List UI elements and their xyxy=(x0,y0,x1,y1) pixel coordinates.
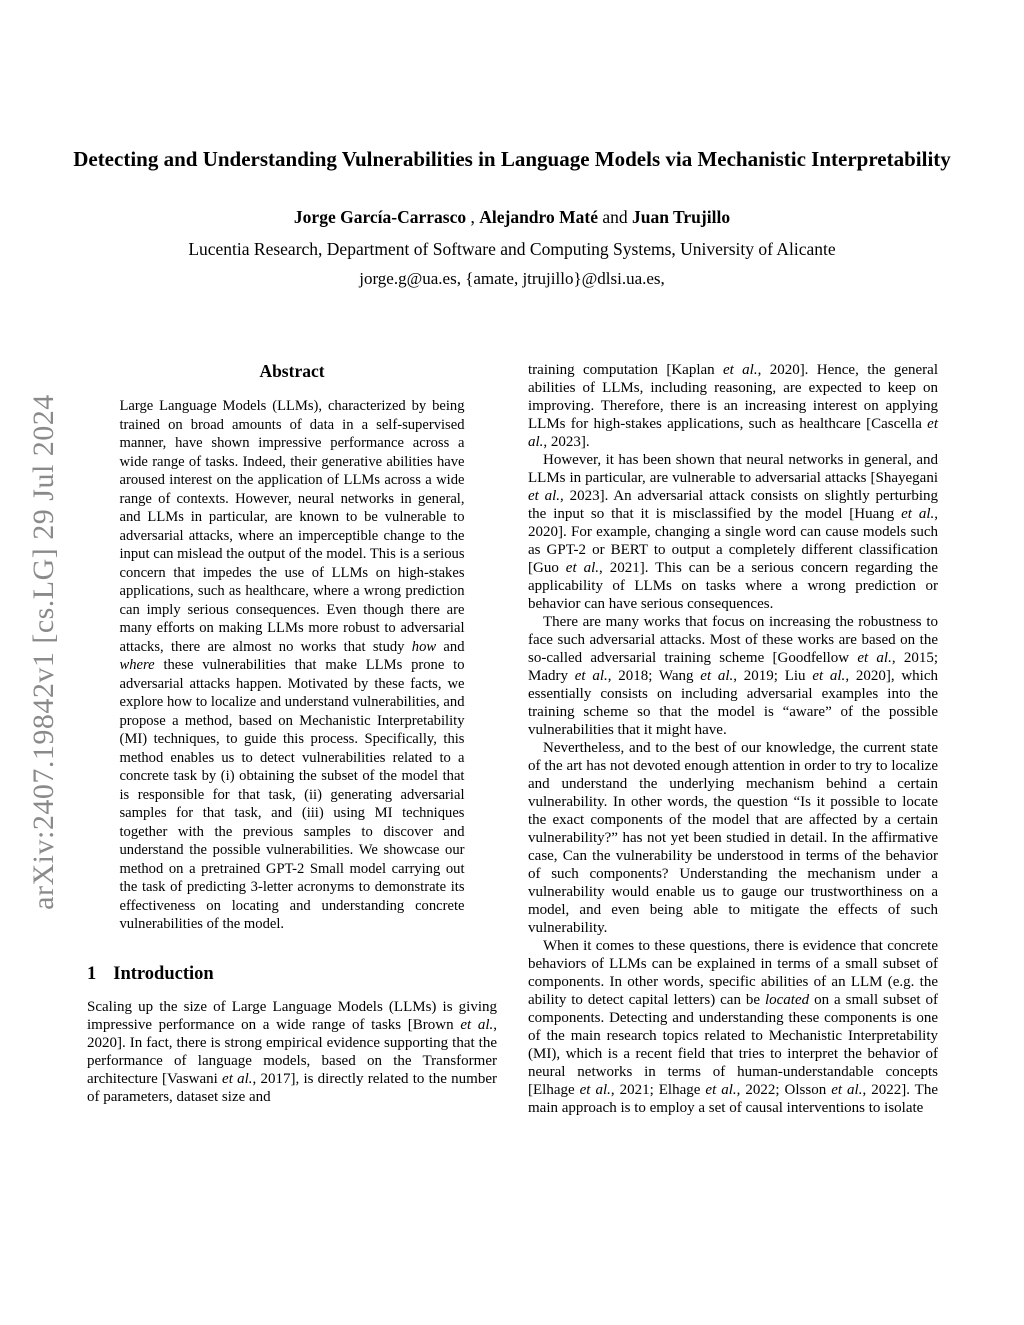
text-run: , 2019; Liu xyxy=(733,668,813,684)
text-run: , xyxy=(466,206,480,227)
text-run: , 2020], which essentially consists on including adversarial examples into the training scheme so that the model is “aware” of the possible vulnerabilities that it might have. xyxy=(528,668,938,738)
italic-text: et al. xyxy=(723,362,758,378)
text-run: , 2015; Madry xyxy=(528,650,939,684)
text-run: Nevertheless, and to the best of our knowledge, the current state of the art has not devoted enough attention in order to try to localize and understand the underlying mechanism behind a certain vulnerability. In other words, the question “Is it possible to locate the exact components of the model that are affected by a certain vulnerability?” has not yet been studied in detail. In the affirmative case, Can the vulnerability be understood in terms of the behavior of such components? Understanding the mechanism under a vulnerability would enable us to gauge our trustworthiness on a model, and even being able to mitigate the effects of such vulnerability. xyxy=(528,740,938,936)
text-run: training computation [Kaplan xyxy=(528,362,723,378)
right-column xyxy=(528,361,938,1117)
section-title: Introduction xyxy=(113,963,214,984)
text-run: and xyxy=(597,206,633,227)
abstract-heading: Abstract xyxy=(259,361,325,381)
text-run: , 2020]. Hence, the general abilities of LLMs, including reasoning, are expected to keep on improving. Therefore, there is an increasing interest on applying LLMs for high-stakes applications, such as healthcare [Cascella xyxy=(528,362,938,432)
arxiv-watermark: arXiv:2407.19842v1 [cs.LG] 29 Jul 2024 xyxy=(27,394,60,910)
paper-title: Detecting and Understanding Vulnerabilities in Language Models via Mechanistic Interpretability xyxy=(73,147,951,171)
italic-text: et al. xyxy=(857,650,892,666)
text-run: Large Language Models (LLMs), characterized by being trained on broad amounts of data in a self-supervised manner, have shown impressive performance across a wide range of tasks. Indeed, their generative abilities have aroused interest on the application of LLMs across a wide range of contexts. However, neural networks in general, and LLMs in particular, are known to be vulnerable to adversarial attacks, where an imperceptible change to the input can mislead the output of the model. This is a serious concern that impedes the use of LLMs on high-stakes applications, such as healthcare, where a wrong prediction can imply serious consequences. Even though there are many efforts on making LLMs more robust to adversarial attacks, there are almost no works that study xyxy=(119,398,465,655)
text-run: When it comes to these questions, there is evidence that concrete behaviors of LLMs can be explained in terms of a small subset of components. In other words, specific abilities of an LLM (e.g. the ability to detect capital letters) can be xyxy=(528,938,938,1008)
italic-text: et al. xyxy=(831,1082,863,1098)
text-run: Scaling up the size of Large Language Models (LLMs) is giving impressive performance on a wide range of tasks [Brown xyxy=(87,998,497,1033)
italic-text: et al. xyxy=(528,488,561,504)
section-number: 1 xyxy=(87,963,97,984)
section-1-heading xyxy=(87,964,497,985)
text-run: , 2020]. For example, changing a single word can cause models such as GPT-2 or BERT to output a completely different classification [Guo xyxy=(528,506,938,576)
italic-text: et al. xyxy=(812,668,846,684)
author-name: Juan Trujillo xyxy=(632,206,731,227)
text-run: However, it has been shown that neural networks in general, and LLMs in particular, are vulnerable to adversarial attacks [Shayegani xyxy=(528,452,938,486)
author-name: Jorge García-Carrasco xyxy=(293,206,467,227)
italic-text: et al. xyxy=(579,1082,611,1098)
text-run: , 2022]. The main approach is to employ a set of causal interventions to isolate xyxy=(528,1082,938,1116)
italic-text: et al. xyxy=(901,506,935,522)
paragraph xyxy=(87,998,497,1106)
author-emails: jorge.g@ua.es, {amate, jtrujillo}@dlsi.ua.es, xyxy=(359,268,665,288)
two-column-body xyxy=(87,361,938,1117)
italic-text: located xyxy=(764,992,810,1008)
text-run: There are many works that focus on increasing the robustness to face such adversarial attacks. Most of these works are based on the so-called adversarial training scheme [Goodfellow xyxy=(528,614,938,666)
text-run: , 2021]. This can be a serious concern regarding the applicability of LLMs on tasks where a wrong prediction or behavior can have serious consequences. xyxy=(528,560,938,612)
text-run: on a small subset of components. Detecting and understanding these components is one of the main research topics related to Mechanistic Interpretability (MI), which is a recent field that tries to interpret the behavior of neural networks in terms of human-understandable concepts [Elhage xyxy=(528,992,938,1098)
text-run: and xyxy=(436,638,465,655)
authors-line xyxy=(0,207,1024,228)
text-run: , 2023]. xyxy=(543,434,590,450)
paragraph xyxy=(528,361,938,451)
abstract-section xyxy=(120,361,465,934)
text-run: , 2023]. An adversarial attack consists on slightly perturbing the input so that it is misclassified by the model [Huang xyxy=(528,488,938,522)
italic-text: et al. xyxy=(705,1082,737,1098)
text-run: , 2021; Elhage xyxy=(610,1082,706,1098)
introduction-body xyxy=(87,998,497,1106)
italic-text: et al. xyxy=(565,560,600,576)
text-run: these vulnerabilities that make LLMs prone to adversarial attacks happen. Motivated by these facts, we explore how to localize and understand vulnerabilities, and propose a method, based on Mechanistic Interpretability (MI) techniques, to guide this process. Specifically, this method enables us to detect vulnerabilities related to a concrete task by (i) obtaining the subset of the model that is responsible for that task, (ii) generating adversarial samples for that task, and (iii) using MI techniques together with the previous samples to discover and understand the possible vulnerabilities. We showcase our method on a pretrained GPT-2 Small model carrying out the task of predicting 3-letter acronyms to demonstrate its effectiveness on locating and understanding concrete vulnerabilities of the model. xyxy=(119,657,465,932)
text-run: , 2022; Olsson xyxy=(736,1082,832,1098)
affiliation: Lucentia Research, Department of Software and Computing Systems, University of Alicante xyxy=(188,238,836,259)
italic-text: et al. xyxy=(574,668,608,684)
text-run: , 2017], is directly related to the number of parameters, dataset size and xyxy=(87,1070,497,1105)
author-name: Alejandro Maté xyxy=(479,206,598,227)
left-column xyxy=(87,361,497,1117)
paper-header xyxy=(0,146,1024,289)
paragraph xyxy=(528,613,938,739)
italic-text: where xyxy=(119,657,155,673)
text-run: , 2018; Wang xyxy=(607,668,701,684)
text-run: , 2020]. In fact, there is strong empirical evidence supporting that the performance of language models, based on the Transformer architecture [Vaswani xyxy=(87,1016,497,1087)
italic-text: et al. xyxy=(222,1070,253,1087)
paragraph xyxy=(120,397,465,934)
italic-text: et al. xyxy=(528,416,938,450)
paragraph xyxy=(528,937,938,1117)
italic-text: how xyxy=(411,638,437,655)
italic-text: et al. xyxy=(460,1016,494,1033)
abstract-body xyxy=(120,397,465,934)
paragraph xyxy=(528,739,938,937)
italic-text: et al. xyxy=(700,668,734,684)
paragraph xyxy=(528,451,938,613)
